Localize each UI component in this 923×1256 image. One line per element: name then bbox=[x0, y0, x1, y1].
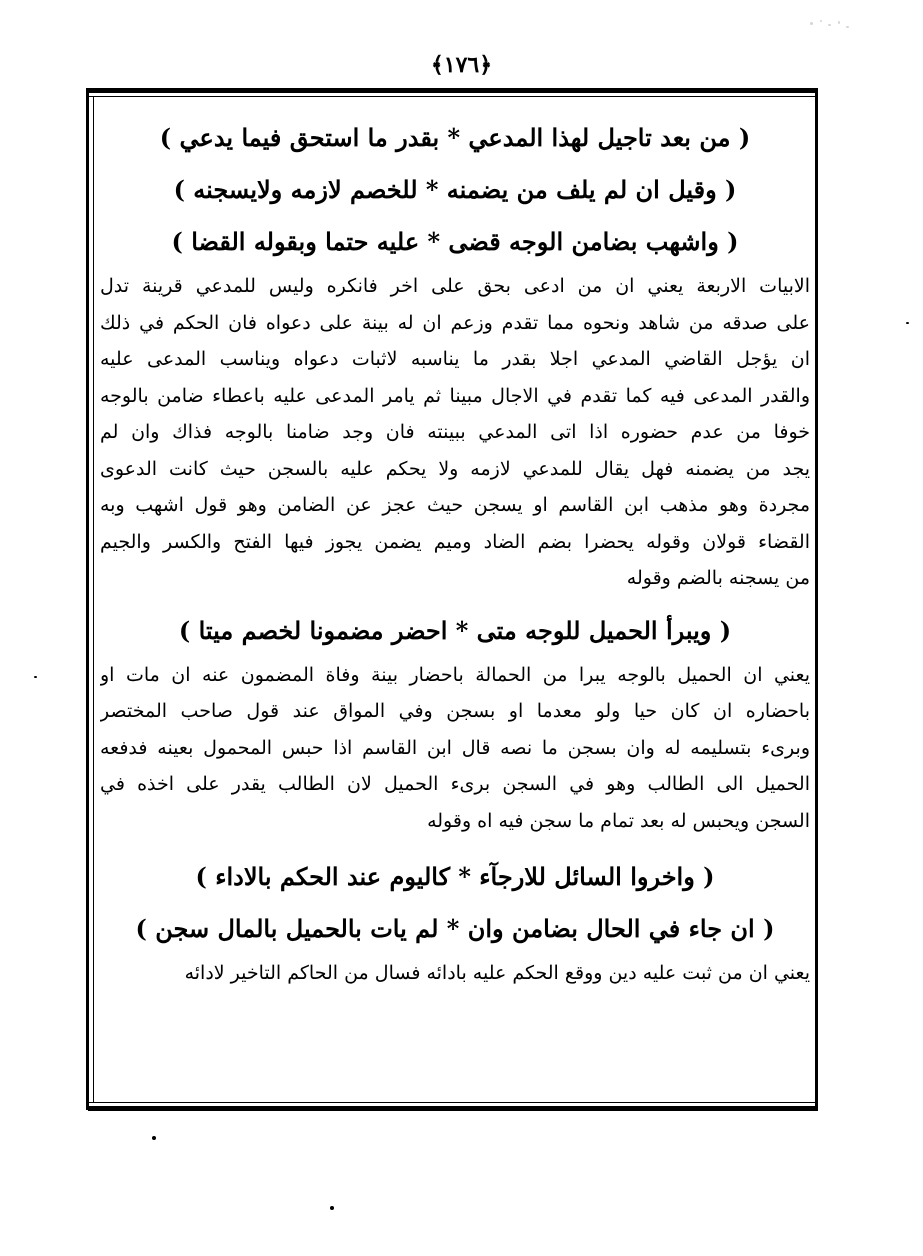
commentary-line: يعني ان من ثبت عليه دين ووقع الحكم عليه بادائه فسال من الحاكم التاخير لادائه bbox=[184, 962, 810, 984]
frame-bottom-border bbox=[88, 1106, 818, 1111]
verse-line: ( واشهب بضامن الوجه قضى * عليه حتما وبقوله القضا ) bbox=[171, 227, 739, 256]
commentary-line: خوفا من عدم حضوره اذا اتى المدعي ببينته فان وجد ضامنا بالوجه فذاك وان لم bbox=[100, 421, 810, 443]
commentary-line: وبرىء بتسليمه له وان بسجن ما نصه قال ابن القاسم اذا حبس المحمول بعينه فدفعه bbox=[100, 736, 810, 759]
commentary-line: من يسجنه بالضم وقوله bbox=[626, 567, 810, 589]
commentary-line: الابيات الاربعة يعني ان من ادعى بحق على اخر فانكره وليس للمدعي قرينة تدل bbox=[100, 275, 810, 297]
commentary-line: الحميل الى الطالب وهو في السجن برىء الحميل لان الطالب يقدر على اخذه في bbox=[100, 773, 810, 795]
page-number: ﴿١٧٦﴾ bbox=[430, 52, 493, 78]
verse-line: ( وقيل ان لم يلف من يضمنه * للخصم لازمه ولايسجنه ) bbox=[173, 175, 737, 204]
frame-top-border bbox=[88, 88, 818, 93]
page-body bbox=[100, 112, 810, 992]
verse-line: ( ويبرأ الحميل للوجه متى * احضر مضمونا لخصم ميتا ) bbox=[178, 615, 732, 645]
commentary-line: والقدر المدعى فيه كما تقدم في الاجال مبينا ثم يامر المدعى عليه باعطاء ضامن بالوجه bbox=[100, 384, 810, 407]
ink-speck bbox=[906, 322, 909, 324]
commentary-line: القضاء قولان وقوله يحضرا بضم الضاد وميم يضمن يجوز فيها الفتح والكسر والجيم bbox=[100, 530, 810, 553]
verse-line: ( واخروا السائل للارجآء * كاليوم عند الحكم بالاداء ) bbox=[195, 862, 715, 891]
commentary-line: السجن ويحبس له بعد تمام ما سجن فيه اه وقوله bbox=[427, 809, 810, 832]
ink-speck bbox=[34, 676, 37, 678]
frame-left-border bbox=[86, 88, 89, 1110]
ink-speck bbox=[330, 1206, 334, 1210]
commentary-line: يجد من يضمنه فهل يقال للمدعي لازمه ولا يحكم عليه بالسجن حيث كانت الدعوى bbox=[100, 457, 810, 480]
frame-bottom-inner-border bbox=[88, 1102, 818, 1103]
commentary-line: مجردة وهو مذهب ابن القاسم او يسجن حيث عجز عن الضامن وهو قول اشهب وبه bbox=[100, 494, 810, 516]
corner-speckle bbox=[806, 18, 856, 32]
frame-left-inner-border bbox=[93, 96, 94, 1102]
commentary-line: يعني ان الحميل بالوجه يبرا من الحمالة باحضار بينة وفاة المضمون عنه ان مات او bbox=[100, 663, 810, 686]
frame-right-border bbox=[815, 88, 818, 1110]
commentary-line: ان يؤجل القاضي المدعي اجلا بقدر ما يناسبه لاثبات دعواه ويناسب المدعى عليه bbox=[100, 348, 810, 370]
verse-line: ( من بعد تاجيل لهذا المدعي * بقدر ما استحق فيما يدعي ) bbox=[159, 123, 751, 152]
commentary-line: على صدقه من شاهد ونحوه مما تقدم وزعم ان له بينة على دعواه فان الحكم في ذلك bbox=[100, 311, 810, 334]
commentary-line: باحضاره ان كان حيا ولو معدما او بسجن وفي المواق عند قول صاحب المختصر bbox=[100, 700, 810, 722]
verse-line: ( ان جاء في الحال بضامن وان * لم يات بالحميل بالمال سجن ) bbox=[135, 914, 775, 943]
ink-speck bbox=[152, 1136, 156, 1140]
frame-top-inner-border bbox=[88, 96, 818, 97]
